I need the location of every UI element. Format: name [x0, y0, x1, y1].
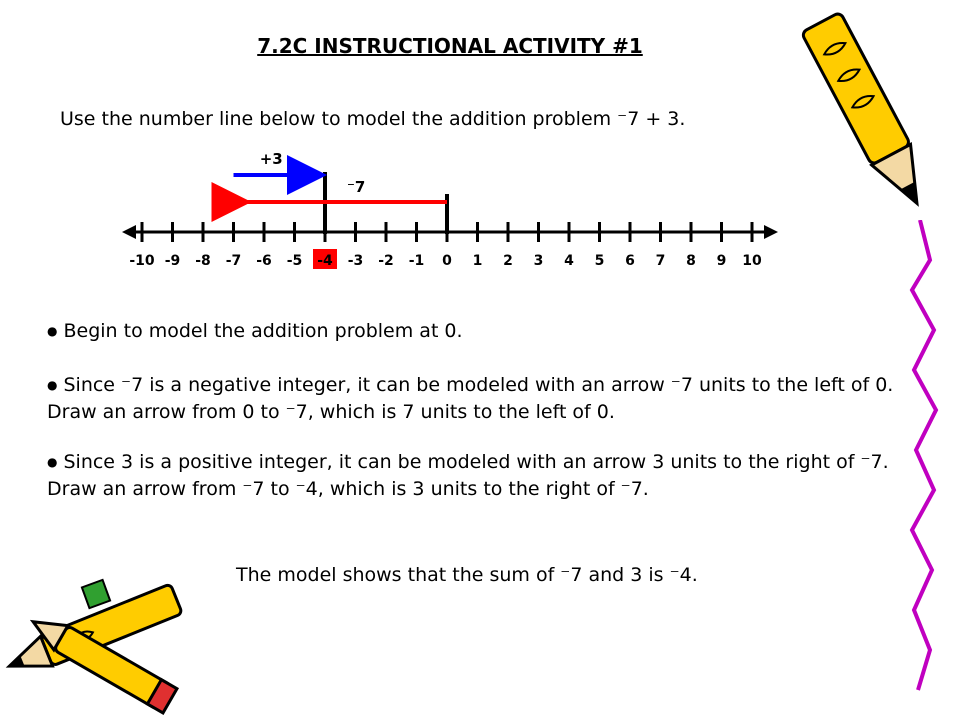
negative-seven-label: ⁻7 — [347, 178, 366, 196]
bullet-text: Since 3 is a positive integer, it can be modeled with an arrow 3 units to the right of ⁻7. Draw an arrow from ⁻7 to ⁻4, which is 3 units to the right of ⁻7. — [47, 451, 889, 500]
instruction-text: Use the number line below to model the addition problem ⁻7 + 3. — [60, 108, 686, 130]
bullet-text: Since ⁻7 is a negative integer, it can be modeled with an arrow ⁻7 units to the left of 0. Draw an arrow from 0 to ⁻7, which is 7 units to the left of 0. — [47, 374, 894, 423]
tick-label: -1 — [408, 253, 425, 269]
bullet-item — [47, 318, 897, 345]
tick-label: -6 — [256, 253, 272, 269]
tick-label: -2 — [378, 253, 394, 269]
tick-label: -7 — [225, 253, 242, 269]
tick-label: 4 — [564, 253, 574, 269]
pencil-clipart-icon — [800, 0, 940, 230]
tick-label: 0 — [442, 253, 452, 269]
bullet-dot-icon: ● — [47, 455, 58, 469]
pencils-clipart-icon — [0, 575, 200, 720]
tick-label: 7 — [655, 253, 666, 269]
bullet-dot-icon: ● — [47, 378, 58, 392]
tick-label: 6 — [625, 253, 635, 269]
tick-label: -8 — [195, 253, 211, 269]
tick-label: 10 — [742, 253, 762, 269]
tick-label: 2 — [503, 253, 513, 269]
conclusion-text: The model shows that the sum of ⁻7 and 3 is ⁻4. — [236, 564, 698, 586]
axis-left-arrow-icon — [122, 225, 136, 239]
tick-label: -10 — [129, 253, 155, 269]
squiggle-decoration-icon — [900, 220, 950, 700]
bullet-item — [47, 449, 897, 503]
tick-label: 8 — [686, 253, 696, 269]
axis-right-arrow-icon — [764, 225, 778, 239]
plus-three-label: +3 — [259, 150, 283, 168]
bullet-text: Begin to model the addition problem at 0. — [63, 320, 463, 342]
tick-label: 5 — [594, 253, 605, 269]
bullet-item — [47, 372, 897, 426]
bullet-dot-icon: ● — [47, 324, 58, 338]
tick-label: 3 — [533, 253, 544, 269]
tick-label: -5 — [286, 253, 303, 269]
tick-label: -4 — [317, 253, 333, 269]
page-title: 7.2C INSTRUCTIONAL ACTIVITY #1 — [257, 34, 643, 58]
tick-label: 9 — [716, 253, 727, 269]
tick-label: -3 — [347, 253, 364, 269]
tick-label: -9 — [164, 253, 181, 269]
tick-label: 1 — [472, 253, 483, 269]
